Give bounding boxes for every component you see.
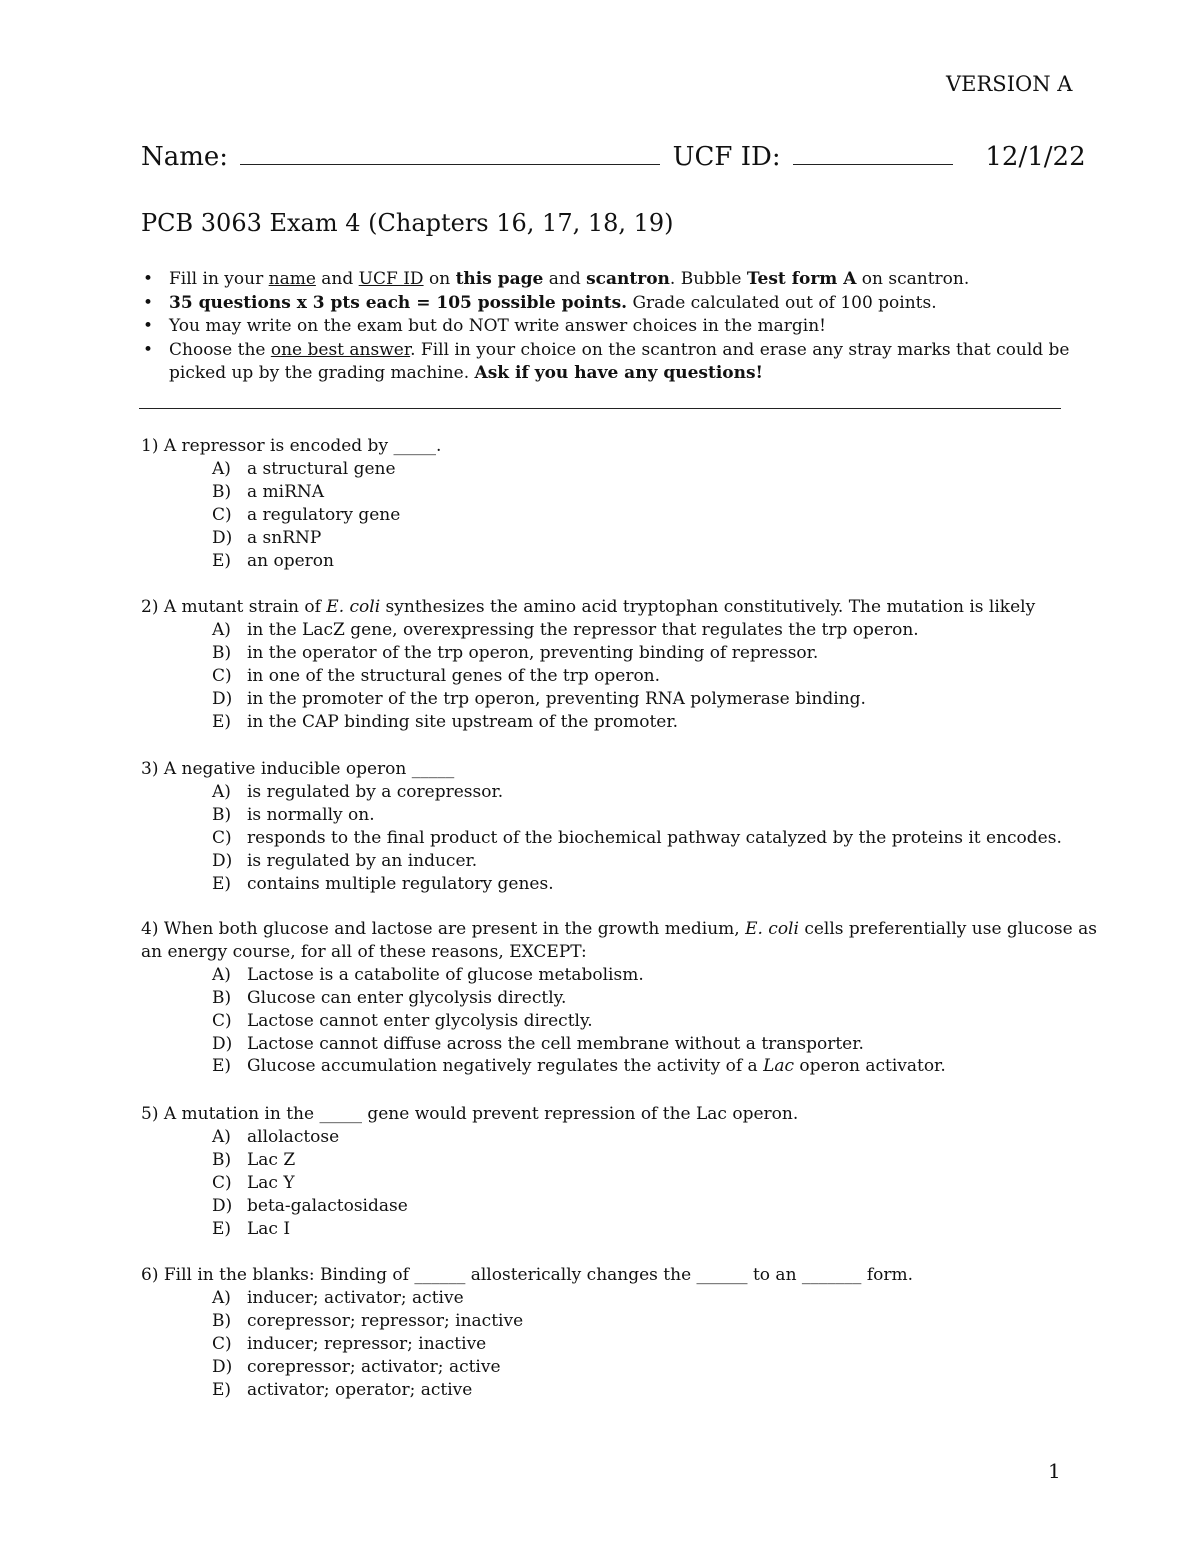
choice-letter: B) — [212, 481, 232, 502]
instruction-item — [141, 268, 1069, 292]
instruction-bold: 35 questions x 3 pts each = 105 possible points. — [169, 292, 628, 313]
question-4 — [141, 918, 1097, 1078]
choice-letter: D) — [212, 527, 233, 548]
choice-letter: E) — [212, 1379, 232, 1400]
question-5 — [141, 1103, 798, 1240]
answer-choice — [141, 873, 1062, 896]
instruction-text: Grade calculated out of 100 points. — [627, 292, 937, 313]
choice-text: inducer; repressor; inactive — [247, 1333, 487, 1354]
instruction-bold: Ask if you have any questions! — [474, 363, 764, 383]
answer-choice — [141, 804, 1062, 827]
choice-letter: D) — [212, 1195, 233, 1216]
stem-text: 2) A mutant strain of — [141, 597, 327, 617]
bullet-icon: • — [143, 339, 154, 360]
question-stem — [141, 596, 1035, 619]
ucfid-label: UCF ID: — [672, 142, 781, 172]
answer-choice — [141, 964, 1097, 987]
question-2 — [141, 596, 1035, 733]
choice-letter: A) — [212, 1287, 231, 1308]
instruction-text: You may write on the exam but do NOT write answer choices in the margin! — [169, 316, 827, 336]
choice-text: in the promoter of the trp operon, preventing RNA polymerase binding. — [247, 688, 866, 709]
choice-letter: A) — [212, 458, 231, 479]
choice-text: Lactose cannot enter glycolysis directly. — [247, 1010, 593, 1031]
question-stem — [141, 918, 1097, 941]
answer-choice — [141, 1379, 913, 1402]
instruction-underline: name — [268, 269, 316, 289]
answer-choice — [141, 550, 441, 573]
choice-text: is normally on. — [247, 804, 375, 825]
instruction-item — [141, 292, 1069, 316]
bullet-icon: • — [143, 292, 154, 313]
stem-italic: E. coli — [745, 919, 799, 939]
choice-text: in the LacZ gene, overexpressing the repressor that regulates the trp operon. — [247, 619, 919, 640]
choice-text: in the operator of the trp operon, preventing binding of repressor. — [247, 642, 819, 663]
answer-choice — [141, 1172, 798, 1195]
name-label: Name: — [141, 142, 229, 172]
choice-letter: A) — [212, 781, 231, 802]
choice-text: a structural gene — [247, 458, 396, 479]
choice-text: in one of the structural genes of the trp operon. — [247, 665, 661, 686]
instruction-underline: one best answer — [270, 339, 411, 360]
choice-letter: B) — [212, 804, 232, 825]
question-6 — [141, 1264, 913, 1401]
instruction-text: and — [315, 269, 359, 289]
choice-letter: A) — [212, 619, 231, 640]
answer-choice — [141, 458, 441, 481]
answer-choice — [141, 665, 1035, 688]
choice-text: contains multiple regulatory genes. — [247, 873, 554, 894]
choice-letter: B) — [212, 987, 232, 1008]
choice-letter: A) — [212, 964, 231, 985]
choice-text: inducer; activator; active — [247, 1287, 464, 1308]
question-stem: 5) A mutation in the _____ gene would prevent repression of the Lac operon. — [141, 1104, 799, 1124]
choice-text: operon activator. — [794, 1056, 946, 1077]
choice-letter: D) — [212, 850, 233, 871]
choice-letter: E) — [212, 550, 232, 571]
choice-letter: A) — [212, 1126, 231, 1147]
instruction-text: . Fill in your choice on the scantron and erase any stray marks that could be — [410, 339, 1070, 360]
question-stem: 1) A repressor is encoded by _____. — [141, 436, 442, 456]
stem-text: synthesizes the amino acid tryptophan constitutively. The mutation is likely — [380, 597, 1036, 617]
choice-text: in the CAP binding site upstream of the promoter. — [247, 711, 679, 732]
answer-choice — [141, 1033, 1097, 1056]
choice-letter: E) — [212, 873, 232, 894]
instruction-bold: this page — [455, 269, 544, 289]
instruction-text: and — [543, 269, 587, 289]
choice-letter: C) — [212, 1333, 232, 1354]
question-1 — [141, 435, 441, 572]
answer-choice — [141, 1149, 798, 1172]
name-blank[interactable] — [240, 163, 660, 165]
instruction-text: picked up by the grading machine. — [169, 363, 475, 383]
choice-text: Lac Z — [247, 1149, 296, 1170]
choice-letter: B) — [212, 642, 232, 663]
choice-text: a snRNP — [247, 527, 322, 548]
answer-choice — [141, 619, 1035, 642]
student-info-line — [141, 142, 1086, 172]
instruction-text: . Bubble — [669, 269, 747, 289]
choice-letter: C) — [212, 665, 232, 686]
instructions-list — [141, 268, 1069, 386]
choice-text: is regulated by an inducer. — [247, 850, 478, 871]
answer-choice — [141, 1055, 1097, 1078]
instruction-bold: Test form A — [746, 269, 857, 289]
choice-text: Lactose cannot diffuse across the cell membrane without a transporter. — [247, 1033, 864, 1054]
choice-text: corepressor; activator; active — [247, 1356, 501, 1377]
instruction-text: on — [423, 269, 456, 289]
answer-choice — [141, 781, 1062, 804]
instruction-bold: scantron — [586, 269, 670, 289]
choice-italic: Lac — [763, 1056, 795, 1077]
choice-letter: D) — [212, 1033, 233, 1054]
exam-title: PCB 3063 Exam 4 (Chapters 16, 17, 18, 19) — [141, 209, 674, 237]
answer-choice — [141, 688, 1035, 711]
ucfid-blank[interactable] — [793, 163, 953, 165]
choice-letter: C) — [212, 504, 232, 525]
question-3 — [141, 758, 1062, 895]
choice-text: Glucose accumulation negatively regulates the activity of a — [247, 1056, 764, 1077]
answer-choice — [141, 711, 1035, 734]
exam-date: 12/1/22 — [985, 142, 1086, 172]
stem-text: 4) When both glucose and lactose are present in the growth medium, — [141, 919, 746, 939]
choice-letter: E) — [212, 1056, 232, 1077]
instruction-item — [141, 339, 1069, 386]
stem-text: cells preferentially use glucose as — [798, 919, 1097, 939]
choice-text: is regulated by a corepressor. — [247, 781, 504, 802]
answer-choice — [141, 481, 441, 504]
answer-choice — [141, 1126, 798, 1149]
instruction-text: Choose the — [169, 339, 271, 360]
choice-letter: E) — [212, 711, 232, 732]
choice-text: allolactose — [247, 1126, 340, 1147]
section-divider — [139, 408, 1061, 409]
choice-text: Glucose can enter glycolysis directly. — [247, 987, 567, 1008]
answer-choice — [141, 504, 441, 527]
instruction-underline: UCF ID — [358, 269, 424, 289]
choice-letter: B) — [212, 1149, 232, 1170]
choice-letter: E) — [212, 1218, 232, 1239]
choice-text: an operon — [247, 550, 334, 571]
answer-choice — [141, 527, 441, 550]
choice-text: responds to the final product of the biochemical pathway catalyzed by the proteins it encodes. — [247, 827, 1062, 848]
choice-text: beta-galactosidase — [247, 1195, 408, 1216]
answer-choice — [141, 642, 1035, 665]
page-number: 1 — [1048, 1459, 1061, 1483]
question-stem: 3) A negative inducible operon _____ — [141, 759, 455, 779]
choice-letter: D) — [212, 688, 233, 709]
stem-italic: E. coli — [326, 597, 381, 617]
answer-choice — [141, 1333, 913, 1356]
bullet-icon: • — [143, 316, 154, 336]
choice-text: Lac I — [247, 1218, 291, 1239]
choice-letter: C) — [212, 1010, 232, 1031]
instruction-item — [141, 315, 1069, 339]
bullet-icon: • — [143, 269, 154, 289]
choice-text: Lac Y — [247, 1172, 295, 1193]
answer-choice — [141, 850, 1062, 873]
choice-text: a regulatory gene — [247, 504, 401, 525]
choice-letter: C) — [212, 827, 232, 848]
instruction-text: on scantron. — [856, 269, 970, 289]
answer-choice — [141, 1010, 1097, 1033]
answer-choice — [141, 1218, 798, 1241]
answer-choice — [141, 827, 1062, 850]
choice-letter: C) — [212, 1172, 232, 1193]
choice-text: activator; operator; active — [247, 1379, 473, 1400]
choice-text: corepressor; repressor; inactive — [247, 1310, 524, 1331]
instruction-text: Fill in your — [169, 269, 269, 289]
choice-text: a miRNA — [247, 481, 325, 502]
answer-choice — [141, 987, 1097, 1010]
choice-letter: D) — [212, 1356, 233, 1377]
question-stem: 6) Fill in the blanks: Binding of ______ allosterically changes the ______ to an _______ form. — [141, 1265, 913, 1285]
answer-choice — [141, 1195, 798, 1218]
version-label: VERSION A — [946, 72, 1073, 96]
answer-choice — [141, 1287, 913, 1310]
answer-choice — [141, 1310, 913, 1333]
answer-choice — [141, 1356, 913, 1379]
choice-letter: B) — [212, 1310, 232, 1331]
choice-text: Lactose is a catabolite of glucose metabolism. — [247, 964, 644, 985]
question-stem-line2: an energy course, for all of these reasons, EXCEPT: — [141, 941, 587, 962]
